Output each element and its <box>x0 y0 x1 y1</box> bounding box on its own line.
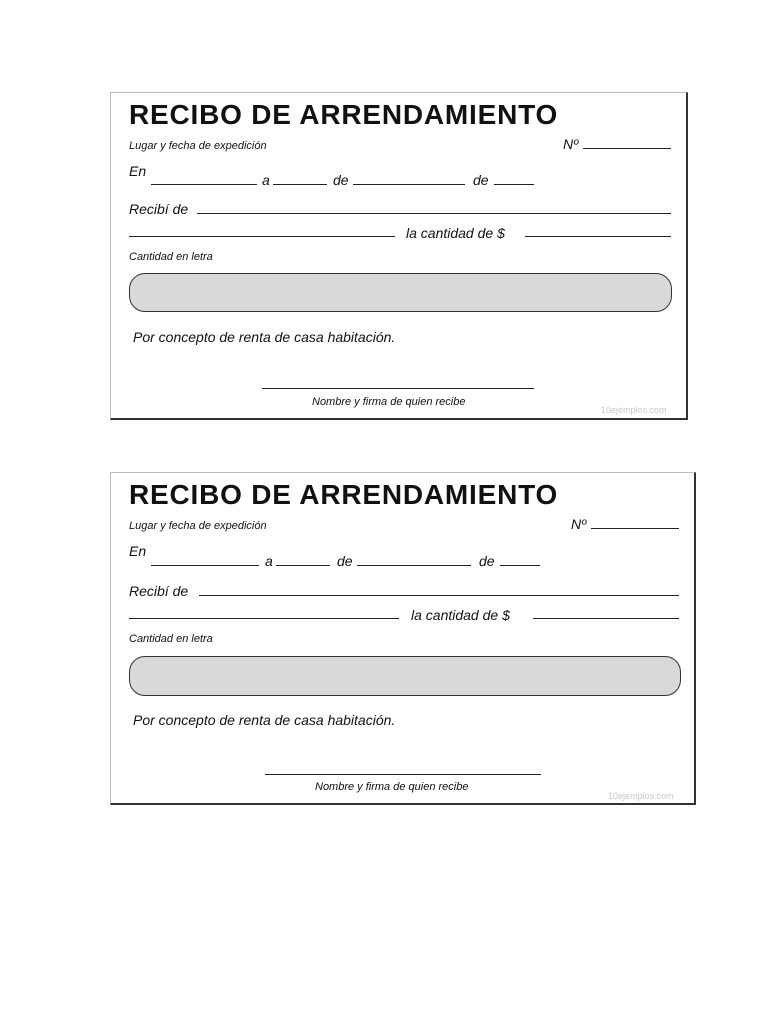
numero-label: Nº <box>563 136 579 152</box>
receipt-form-2 <box>110 472 696 805</box>
cantidad-letra-label: Cantidad en letra <box>129 633 213 645</box>
recibi-field-continuation[interactable] <box>129 236 395 237</box>
numero-label: Nº <box>571 516 587 532</box>
cantidad-label: la cantidad de $ <box>406 225 505 241</box>
de-label: de <box>337 553 353 569</box>
lugar-field[interactable] <box>151 565 259 566</box>
receipt-form-1 <box>110 92 688 420</box>
mes-field[interactable] <box>357 565 471 566</box>
recibi-field[interactable] <box>199 595 679 596</box>
anio-field[interactable] <box>494 184 534 185</box>
cantidad-field[interactable] <box>525 236 671 237</box>
cantidad-field[interactable] <box>533 618 679 619</box>
cantidad-letra-field[interactable] <box>129 273 672 312</box>
recibi-field[interactable] <box>197 213 671 214</box>
dia-field[interactable] <box>273 184 327 185</box>
recibi-label: Recibí de <box>129 201 189 217</box>
concepto-text: Por concepto de renta de casa habitación. <box>133 329 396 345</box>
de-label: de <box>333 172 349 188</box>
lugar-field[interactable] <box>151 184 257 185</box>
a-label: a <box>262 172 270 188</box>
mes-field[interactable] <box>353 184 465 185</box>
concepto-text: Por concepto de renta de casa habitación. <box>133 712 396 728</box>
de2-label: de <box>479 553 495 569</box>
cantidad-label: la cantidad de $ <box>411 607 510 623</box>
en-label: En <box>129 163 147 179</box>
numero-field[interactable] <box>591 528 679 529</box>
dia-field[interactable] <box>276 565 330 566</box>
recibi-label: Recibí de <box>129 583 189 599</box>
watermark: 10ejemplos.com <box>608 791 674 801</box>
firma-label: Nombre y firma de quien recibe <box>312 396 466 408</box>
firma-label: Nombre y firma de quien recibe <box>315 781 469 793</box>
cantidad-letra-field[interactable] <box>129 656 681 696</box>
watermark: 10ejemplos.com <box>601 405 667 415</box>
de2-label: de <box>473 172 489 188</box>
a-label: a <box>265 553 273 569</box>
firma-line[interactable] <box>265 774 541 775</box>
lugar-fecha-label: Lugar y fecha de expedición <box>129 520 267 532</box>
numero-field[interactable] <box>583 148 671 149</box>
recibi-field-continuation[interactable] <box>129 618 399 619</box>
receipt-title: RECIBO DE ARRENDAMIENTO <box>129 99 559 130</box>
anio-field[interactable] <box>500 565 540 566</box>
firma-line[interactable] <box>262 388 534 389</box>
receipt-title: RECIBO DE ARRENDAMIENTO <box>129 479 559 510</box>
cantidad-letra-label: Cantidad en letra <box>129 251 213 263</box>
en-label: En <box>129 543 147 559</box>
lugar-fecha-label: Lugar y fecha de expedición <box>129 140 267 152</box>
